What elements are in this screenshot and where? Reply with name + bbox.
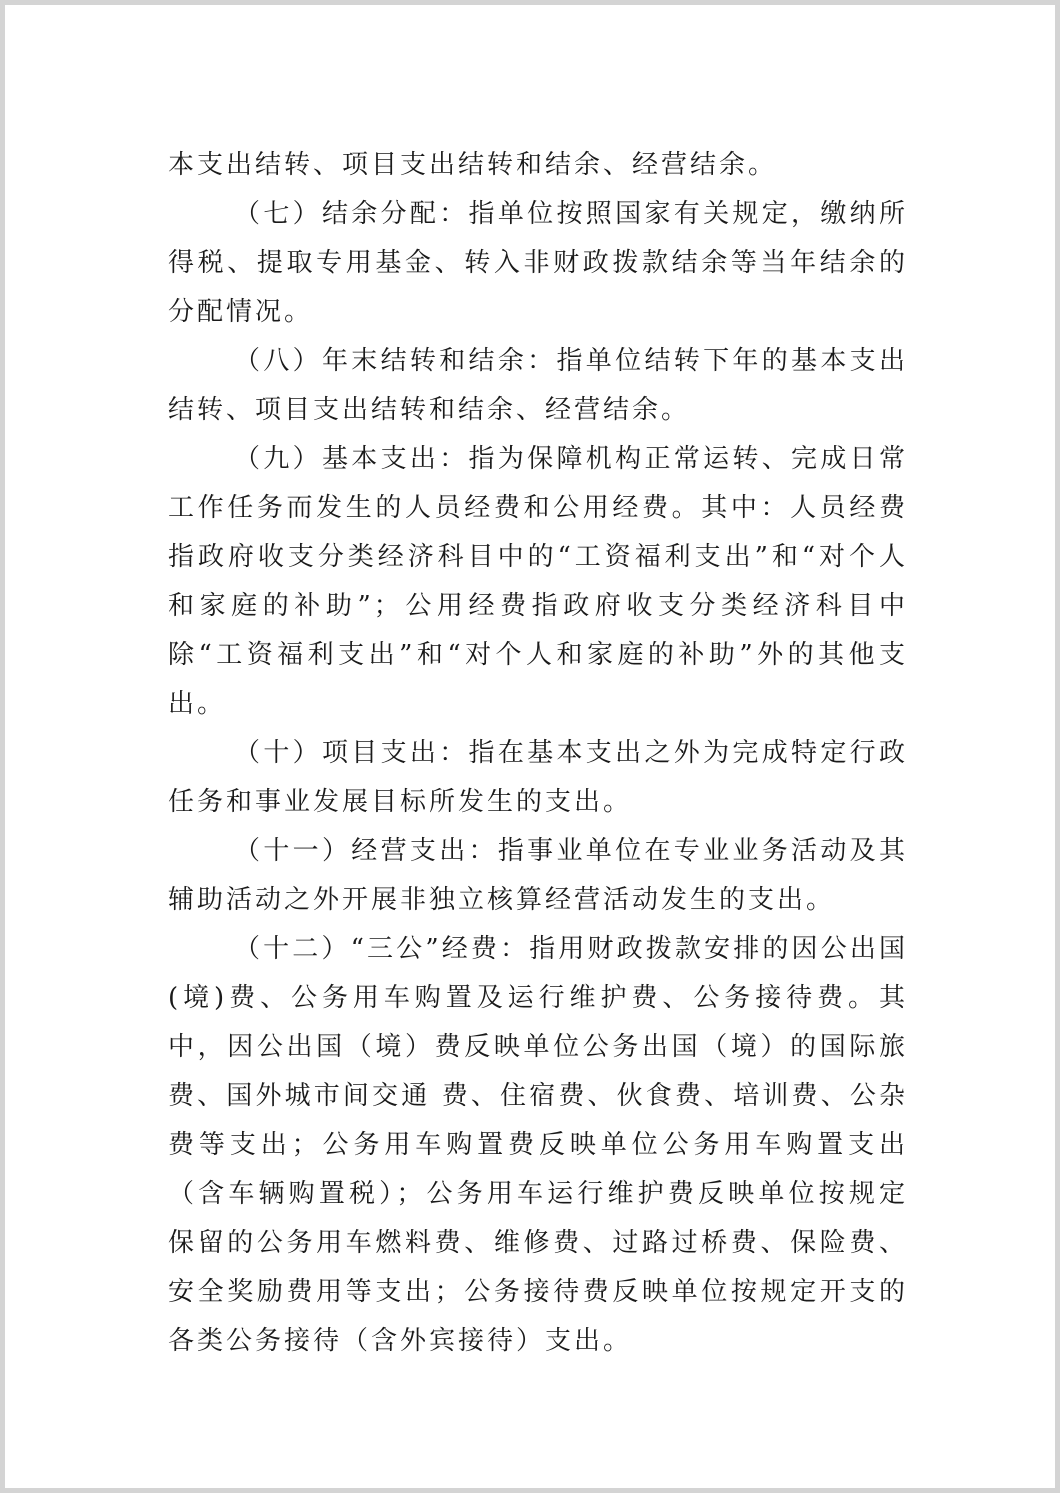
paragraph-three-public-expenses: （十二）“三公”经费：指用财政拨款安排的因公出国(境)费、公务用车购置及运行维护费、公务接待费。其中，因公出国（境）费反映单位公务出国（境）的国际旅费、国外城市间交通 费、住宿费、伙食费、培训费、公杂费等支出；公务用车购置费反映单位公务用车购置支出（含车辆购置税）；公务用车运行维护费反映单位按规定保留的公务用车燃料费、维修费、过路过桥费、保险费、安全奖励费用等支出；公务接待费反映单位按规定开支的各类公务接待（含外宾接待）支出。 bbox=[168, 934, 908, 1356]
paragraph-year-end-carryover: （八）年末结转和结余：指单位结转下年的基本支出结转、项目支出结转和结余、经营结余。 bbox=[168, 346, 908, 425]
paragraph-surplus-distribution: （七）结余分配：指单位按照国家有关规定，缴纳所得税、提取专用基金、转入非财政拨款结余等当年结余的分配情况。 bbox=[168, 199, 908, 327]
paragraph-operating-expenditure: （十一）经营支出：指事业单位在专业业务活动及其辅助活动之外开展非独立核算经营活动发生的支出。 bbox=[168, 836, 908, 915]
paragraph-project-expenditure: （十）项目支出：指在基本支出之外为完成特定行政任务和事业发展目标所发生的支出。 bbox=[168, 738, 908, 817]
paragraph-continuation: 本支出结转、项目支出结转和结余、经营结余。 bbox=[168, 150, 778, 180]
document-body bbox=[168, 141, 908, 1366]
paragraph-basic-expenditure: （九）基本支出：指为保障机构正常运转、完成日常工作任务而发生的人员经费和公用经费。其中：人员经费指政府收支分类经济科目中的“工资福利支出”和“对个人和家庭的补助”；公用经费指政府收支分类经济科目中除“工资福利支出”和“对个人和家庭的补助”外的其他支出。 bbox=[168, 444, 908, 719]
